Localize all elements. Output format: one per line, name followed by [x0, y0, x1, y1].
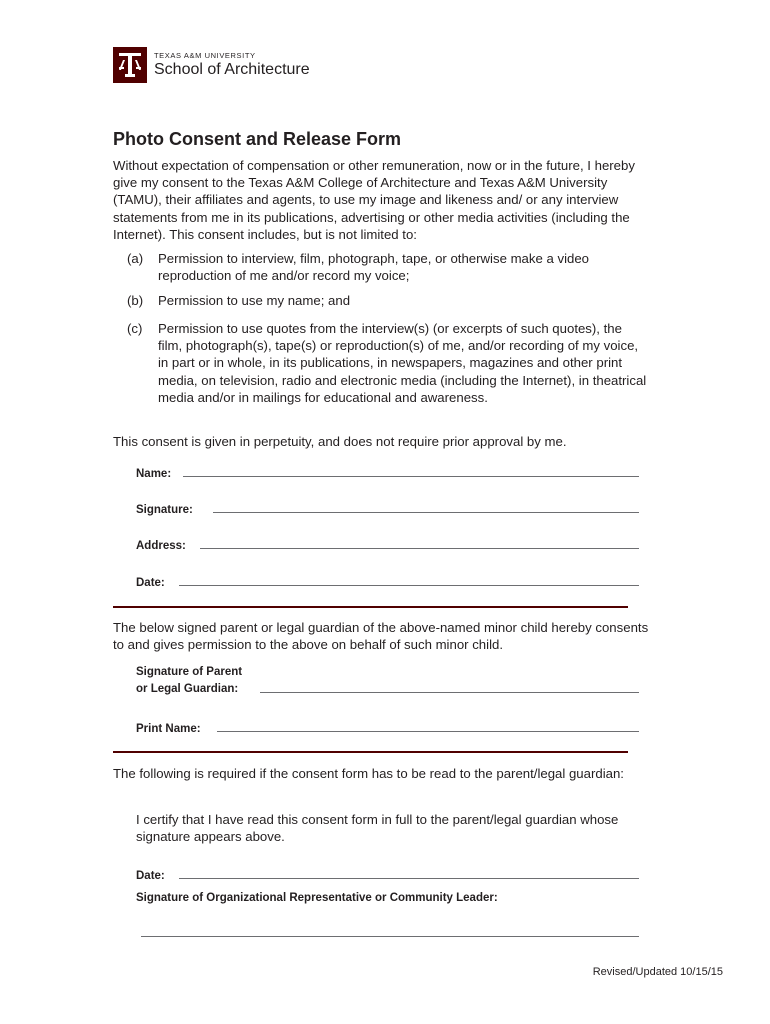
org-signature-label: Signature of Organizational Representative or Community Leader:	[136, 892, 498, 904]
print-name-field[interactable]	[136, 716, 639, 736]
revision-date: Revised/Updated 10/15/15	[592, 966, 723, 978]
list-item	[127, 320, 647, 406]
reader-date-field[interactable]	[136, 863, 639, 883]
date-field[interactable]	[136, 570, 639, 590]
parent-signature-field[interactable]	[136, 664, 639, 698]
parent-signature-label	[136, 664, 260, 698]
parent-signature-label-line2: or Legal Guardian:	[136, 683, 239, 695]
address-label: Address:	[136, 540, 186, 552]
certify-statement: I certify that I have read this consent form in full to the parent/legal guardian whose signature appears above.	[136, 812, 619, 845]
reader-required-paragraph: The following is required if the consent form has to be read to the parent/legal guardian:	[113, 766, 624, 781]
list-text: Permission to use quotes from the interview(s) (or excerpts of such quotes), the film, photograph(s), tape(s) or reproduction(s) of me, and/or recording of my voice, in part or in whole, in its publications, in newspapers, magazines and other print media, on television, radio and electronic media (including the Internet), in theatrical media and/or in mailings for educational and awareness.	[158, 321, 647, 405]
list-item	[127, 292, 647, 309]
perpetuity-statement: This consent is given in perpetuity, and does not require prior approval by me.	[113, 434, 567, 449]
signature-label: Signature:	[136, 504, 193, 516]
date-line[interactable]	[179, 585, 639, 586]
list-marker: (a)	[127, 251, 144, 266]
signature-line[interactable]	[213, 512, 639, 513]
name-field[interactable]	[136, 461, 639, 481]
list-text: Permission to interview, film, photograph, tape, or otherwise make a video reproduction of me and/or record my voice;	[158, 251, 590, 284]
reader-date-line[interactable]	[179, 878, 639, 879]
address-field[interactable]	[136, 533, 639, 553]
section-divider	[113, 751, 628, 753]
reader-date-label: Date:	[136, 870, 165, 882]
section-divider	[113, 606, 628, 608]
list-text: Permission to use my name; and	[158, 293, 351, 308]
guardian-paragraph: The below signed parent or legal guardian of the above-named minor child hereby consents to and gives permission to the above on behalf of such minor child.	[113, 620, 649, 653]
address-line[interactable]	[200, 548, 639, 549]
name-label: Name:	[136, 468, 172, 480]
print-name-label: Print Name:	[136, 723, 201, 735]
atm-logo-icon	[113, 47, 147, 83]
list-marker: (c)	[127, 321, 143, 336]
form-title: Photo Consent and Release Form	[113, 129, 402, 149]
tamu-logo	[113, 47, 310, 83]
signature-field[interactable]	[136, 497, 639, 517]
school-name: School of Architecture	[154, 61, 310, 78]
university-name: TEXAS A&M UNIVERSITY	[154, 51, 256, 60]
parent-signature-line[interactable]	[260, 692, 639, 693]
print-name-line[interactable]	[217, 731, 639, 732]
intro-paragraph: Without expectation of compensation or other remuneration, now or in the future, I hereby give my consent to the Texas A&M College of Architecture and Texas A&M University (TAMU), their affiliates and agents, to use my image and likeness and/ or any interview statements from me in its publications, advertising or other media activities (including the Internet). This consent includes, but is not limited to:	[113, 158, 635, 242]
org-signature-line[interactable]	[141, 936, 639, 937]
name-line[interactable]	[183, 476, 639, 477]
list-marker: (b)	[127, 293, 144, 308]
list-item	[127, 250, 647, 284]
date-label: Date:	[136, 577, 165, 589]
parent-signature-label-line1: Signature of Parent	[136, 666, 243, 678]
